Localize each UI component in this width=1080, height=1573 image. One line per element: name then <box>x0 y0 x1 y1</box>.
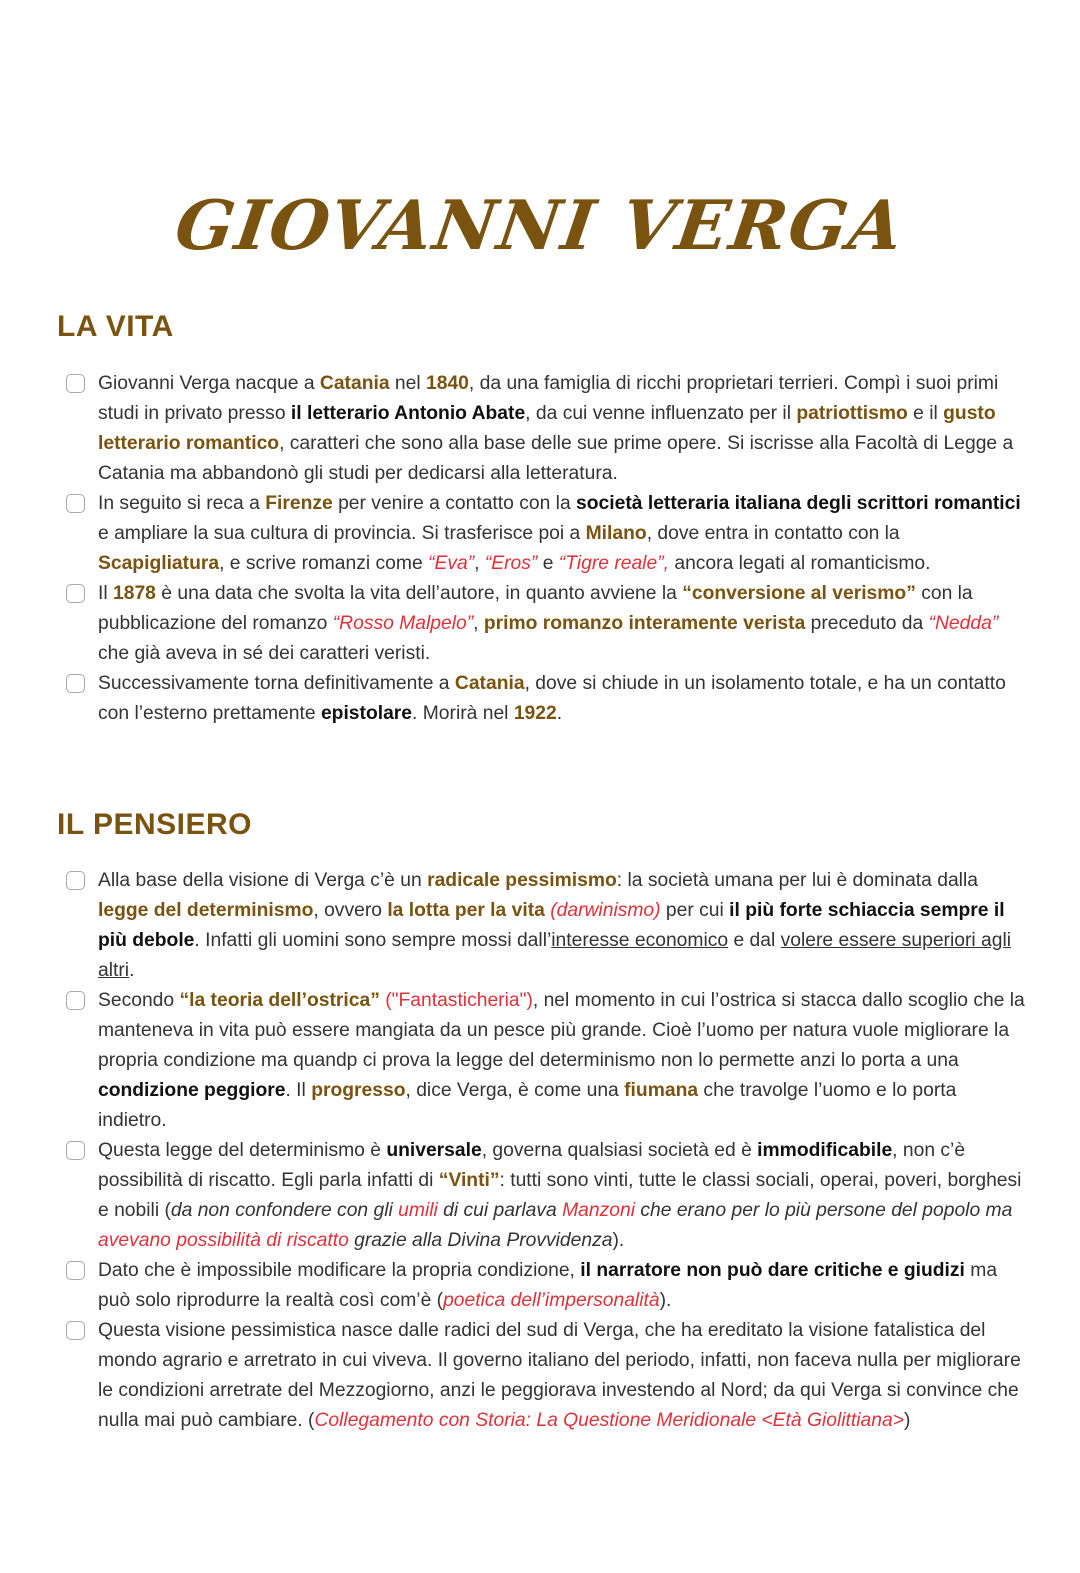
highlight: fiumana <box>624 1080 699 1101</box>
text: è una data che svolta la vita dell’autore, in quanto avviene la <box>155 583 683 604</box>
highlight: “conversione al verismo” <box>682 583 916 604</box>
highlight: 1840 <box>426 373 469 394</box>
checkbox[interactable] <box>66 584 85 603</box>
work-title: “Eva” <box>428 553 475 574</box>
text: che già aveva in sé dei caratteri veristi. <box>98 643 431 664</box>
italic-text: di cui parlava <box>437 1200 563 1221</box>
text: Dato che è impossibile modificare la propria condizione, <box>98 1260 581 1281</box>
checkbox[interactable] <box>66 1141 85 1160</box>
bold-text: il più forte schiaccia sempre il più debole <box>98 900 1005 951</box>
section-heading-la-vita: LA VITA <box>57 310 174 343</box>
text: , ovvero <box>313 900 388 921</box>
bold-text: il narratore non può dare critiche e giudizi <box>580 1260 965 1281</box>
text: , da cui venne influenzato per il <box>525 403 797 424</box>
checkbox[interactable] <box>66 871 85 890</box>
bold-text: condizione peggiore <box>98 1080 286 1101</box>
text: , governa qualsiasi società ed è <box>481 1140 758 1161</box>
text: e <box>537 553 559 574</box>
highlight: Milano <box>585 523 647 544</box>
text: Successivamente torna definitivamente a <box>98 673 455 694</box>
highlight: gusto letterario romantico <box>98 403 996 454</box>
text: , <box>473 613 484 634</box>
text: preceduto da <box>805 613 929 634</box>
highlight: 1922 <box>513 703 557 724</box>
text: Il <box>98 583 113 604</box>
text: . Il <box>285 1080 312 1101</box>
reference: umili <box>398 1200 438 1221</box>
text: . Infatti gli uomini sono sempre mossi dall’ <box>194 930 552 951</box>
work-title: “Rosso Malpelo” <box>332 613 474 634</box>
highlight: Catania <box>454 673 525 694</box>
highlight: legge del determinismo <box>98 900 314 921</box>
text: In seguito si reca a <box>98 493 266 514</box>
checkbox[interactable] <box>66 374 85 393</box>
text: Questa visione pessimistica nasce dalle radici del sud di Verga, che ha ereditato la visione fatalistica del mondo agrario e arretrato in cui viveva. Il governo italiano del periodo, infatti, non faceva nulla per migliorare le condizioni arretrate del Mezzogiorno, anzi le peggiorava investendo al Nord; da qui Verga si convince che nulla mai può cambiare. ( <box>98 1320 1021 1431</box>
list-item <box>66 579 1026 669</box>
list-item <box>66 1256 1026 1316</box>
text: , dice Verga, è come una <box>405 1080 625 1101</box>
text: , non c’è possibilità di riscatto. Egli parla infatti di <box>98 1140 966 1191</box>
list-item <box>66 986 1026 1136</box>
text: e ampliare la sua cultura di provincia. Si trasferisce poi a <box>98 523 586 544</box>
text: nel <box>389 373 427 394</box>
text: per cui <box>660 900 730 921</box>
highlight: 1878 <box>113 583 156 604</box>
reference: ("Fantasticheria") <box>385 990 533 1011</box>
highlight: Catania <box>319 373 390 394</box>
text: , dove si chiude in un isolamento totale, e ha un contatto con l’esterno prettamente <box>98 673 1006 724</box>
highlight: patriottismo <box>796 403 908 424</box>
highlight: Firenze <box>265 493 333 514</box>
reference: avevano possibilità di riscatto <box>98 1230 349 1251</box>
checkbox[interactable] <box>66 991 85 1010</box>
text: Questa legge del determinismo è <box>98 1140 387 1161</box>
pensiero-list <box>66 866 1026 1436</box>
checkbox[interactable] <box>66 494 85 513</box>
vita-list <box>66 369 1026 729</box>
text: ancora legati al romanticismo. <box>668 553 931 574</box>
text: : la società umana per lui è dominata dalla <box>616 870 978 891</box>
list-item <box>66 1136 1026 1256</box>
text: che travolge l’uomo e lo porta indietro. <box>98 1080 957 1131</box>
bold-text: società letteraria italiana degli scrittori romantici <box>576 493 1021 514</box>
list-item <box>66 866 1026 986</box>
text: ma può solo riprodurre la realtà così com’è ( <box>98 1260 998 1311</box>
bold-text: epistolare <box>320 703 413 724</box>
highlight: primo romanzo interamente verista <box>483 613 806 634</box>
highlight: “la teoria dell’ostrica” <box>179 990 380 1011</box>
text: ). <box>659 1290 672 1311</box>
reference: (darwinismo) <box>550 900 661 921</box>
text: ) <box>903 1410 911 1431</box>
page-title: GIOVANNI VERGA <box>170 185 910 266</box>
text: , nel momento in cui l’ostrica si stacca dallo scoglio che la manteneva in vita può essere mangiata da un pesce più grande. Cioè l’uomo per natura vuole migliorare la propria condizione ma quandp ci prova la legge del determinismo non lo permette anzi lo porta a una <box>98 990 1025 1071</box>
work-title: “Tigre reale”, <box>558 553 669 574</box>
text: e il <box>907 403 944 424</box>
text: con la pubblicazione del romanzo <box>98 583 973 634</box>
list-item <box>66 369 1026 489</box>
list-item <box>66 669 1026 729</box>
checkbox[interactable] <box>66 1261 85 1280</box>
text: , da una famiglia di ricchi proprietari terrieri. Compì i suoi primi studi in privato presso <box>98 373 999 424</box>
text: Secondo <box>98 990 180 1011</box>
text: . Morirà nel <box>412 703 514 724</box>
reference: Manzoni <box>562 1200 636 1221</box>
highlight: “Vinti” <box>438 1170 500 1191</box>
text: ). <box>612 1230 625 1251</box>
underlined-text: volere essere superiori agli altri <box>98 930 1012 981</box>
highlight: Scapigliatura <box>98 553 220 574</box>
reference: poetica dell’impersonalità <box>443 1290 660 1311</box>
checkbox[interactable] <box>66 674 85 693</box>
text: , <box>474 553 485 574</box>
highlight: progresso <box>311 1080 406 1101</box>
list-item <box>66 1316 1026 1436</box>
italic-text: grazie alla Divina Provvidenza <box>348 1230 613 1251</box>
highlight: radicale pessimismo <box>427 870 617 891</box>
text: : tutti sono vinti, tutte le classi sociali, operai, poveri, borghesi e nobili ( <box>98 1170 1022 1221</box>
work-title: “Nedda” <box>928 613 999 634</box>
bold-text: immodificabile <box>757 1140 893 1161</box>
checkbox[interactable] <box>66 1321 85 1340</box>
bold-text: universale <box>386 1140 482 1161</box>
underlined-text: interesse economico <box>551 930 729 951</box>
list-item <box>66 489 1026 579</box>
text: , e scrive romanzi come <box>219 553 429 574</box>
italic-text: che erano per lo più persone del popolo ma <box>635 1200 1013 1221</box>
italic-text: da non confondere con gli <box>170 1200 399 1221</box>
bold-text: il letterario Antonio Abate <box>290 403 526 424</box>
text: , caratteri che sono alla base delle sue prime opere. Si iscrisse alla Facoltà di Legge a Catania ma abbandonò gli studi per dedicarsi alla letteratura. <box>98 433 1014 484</box>
text: per venire a contatto con la <box>332 493 577 514</box>
section-heading-il-pensiero: IL PENSIERO <box>57 808 252 841</box>
reference: Collegamento con Storia: La Questione Meridionale <Età Giolittiana> <box>314 1410 904 1431</box>
text: e dal <box>728 930 781 951</box>
text: . <box>556 703 563 724</box>
text: Giovanni Verga nacque a <box>98 373 320 394</box>
work-title: “Eros” <box>484 553 538 574</box>
highlight: la lotta per la vita <box>387 900 545 921</box>
text: , dove entra in contatto con la <box>646 523 900 544</box>
text: Alla base della visione di Verga c’è un <box>98 870 428 891</box>
text: . <box>129 960 135 981</box>
